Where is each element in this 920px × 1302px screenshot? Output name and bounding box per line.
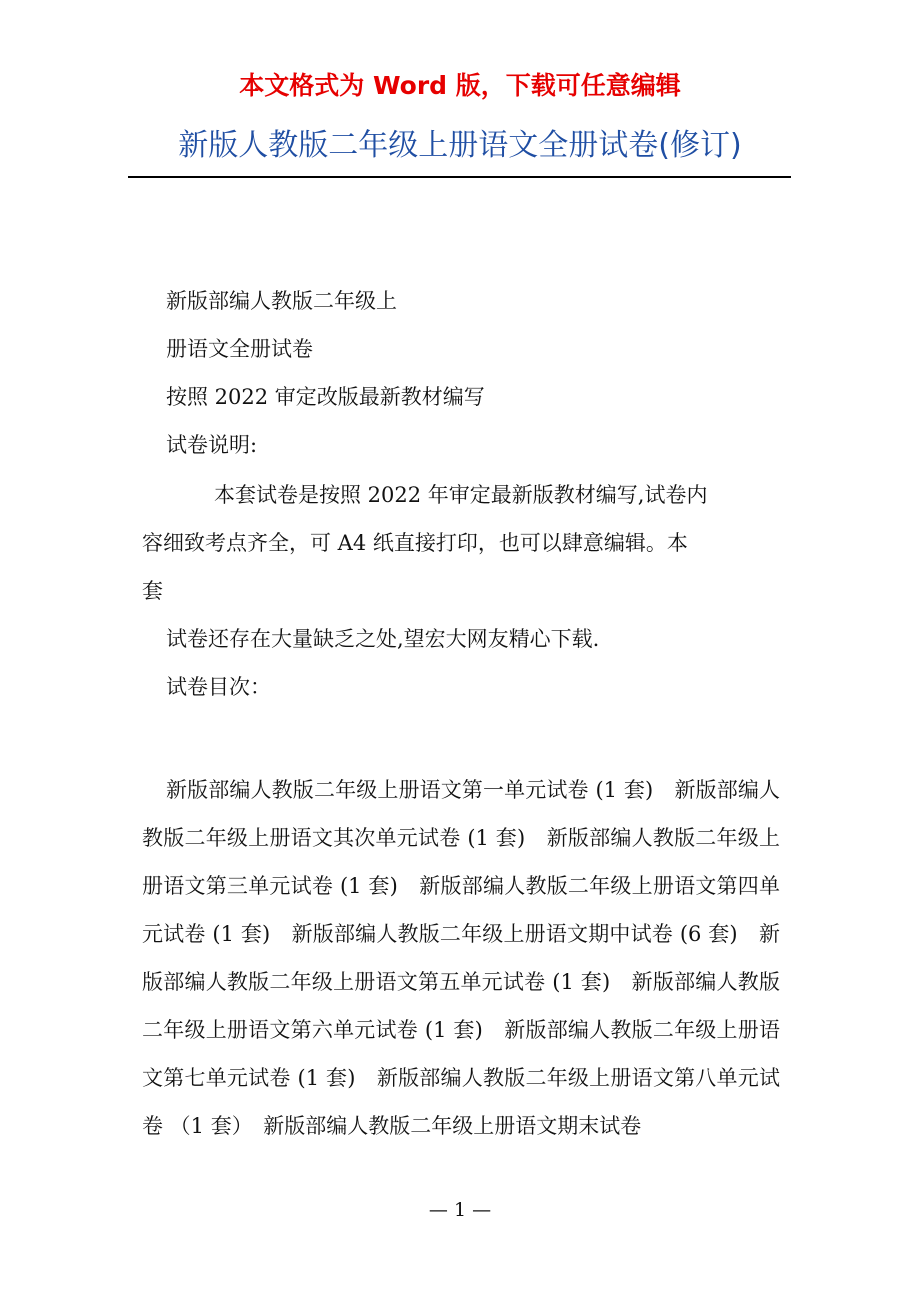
intro-line-1: 新版部编人教版二年级上 bbox=[166, 289, 397, 313]
description-line-3: 套 bbox=[142, 579, 163, 603]
intro-line-3: 按照 2022 审定改版最新教材编写 bbox=[166, 385, 485, 409]
intro-line-2: 册语文全册试卷 bbox=[166, 337, 313, 361]
title-underline bbox=[128, 176, 791, 178]
description-line-4: 试卷还存在大量缺乏之处,望宏大网友精心下载. bbox=[166, 627, 600, 651]
toc-heading: 试卷目次： bbox=[166, 675, 271, 699]
description-line-2: 容细致考点齐全，可 A4 纸直接打印，也可以肆意编辑。本 bbox=[142, 531, 688, 555]
document-title: 新版人教版二年级上册语文全册试卷(修订) bbox=[178, 128, 742, 163]
page-number: — 1 — bbox=[428, 1199, 492, 1221]
table-of-contents: 新版部编人教版二年级上册语文第一单元试卷 (1 套) 新版部编人教版二年级上册语文其次单元试卷 (1 套) 新版部编人教版二年级上册语文第三单元试卷 (1 套) 新版部编人教版二年级上册语文第四单元试卷 (1 套) 新版部编人教版二年级上册语文期中试卷 (6 套) 新版部编人教版二年级上册语文第五单元试卷 (1 套) 新版部编人教版二年级上册语文第六单元试卷 (1 套) 新版部编人教版二年级上册语文第七单元试卷 (1 套) 新版部编人教版二年级上册语文第八单元试卷 （1 套） 新版部编人教版二年级上册语文期末试卷 bbox=[142, 778, 780, 1138]
edit-notice-banner: 本文格式为 Word 版，下载可任意编辑 bbox=[239, 71, 681, 100]
instructions-heading: 试卷说明: bbox=[166, 433, 258, 457]
description-line-1: 本套试卷是按照 2022 年审定最新版教材编写,试卷内 bbox=[214, 483, 708, 507]
